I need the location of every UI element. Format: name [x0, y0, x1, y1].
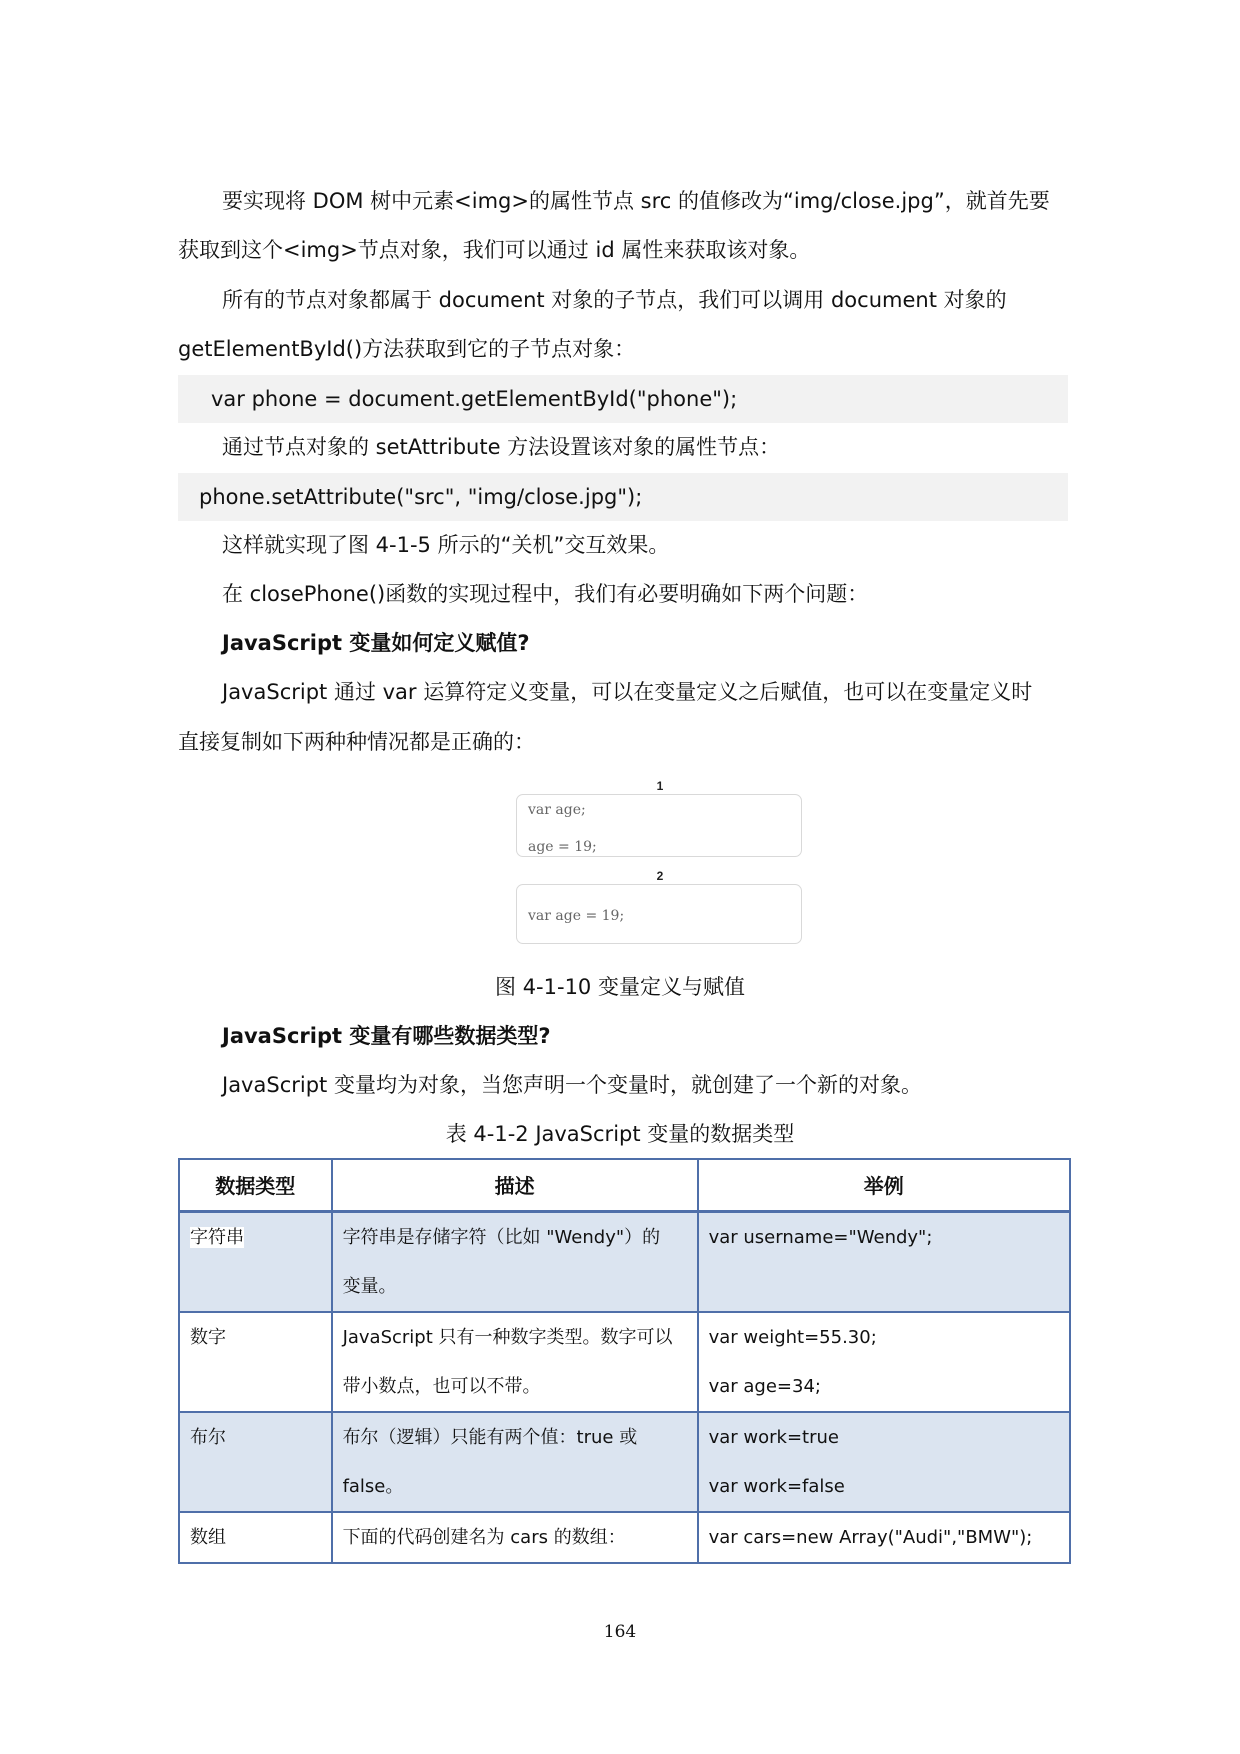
cell-example [698, 1512, 1070, 1563]
header-description: 描述 [332, 1159, 698, 1211]
paragraph-2-line-2: getElementById()方法获取到它的子节点对象： [178, 337, 636, 361]
paragraph-1-line-2: 获取到这个<img>节点对象，我们可以通过 id 属性来获取该对象。 [178, 238, 811, 262]
example-line-1: var work=true [708, 1426, 839, 1448]
description-line-1: 字符串是存储字符（比如 "Wendy"）的 [342, 1226, 661, 1248]
description-line-1: 下面的代码创建名为 cars 的数组： [342, 1526, 626, 1548]
table-row [179, 1312, 1070, 1412]
cell-type [179, 1512, 332, 1563]
data-types-table [178, 1158, 1071, 1564]
description-line-1: JavaScript 只有一种数字类型。数字可以 [342, 1326, 673, 1348]
type-label: 数组 [190, 1526, 226, 1548]
description-line-2: 带小数点，也可以不带。 [342, 1375, 541, 1397]
figure-caption: 图 4-1-10 变量定义与赋值 [495, 975, 745, 999]
cell-type [179, 1312, 332, 1412]
box-2-line-1: var age = 19; [528, 908, 625, 924]
paragraph-4: 这样就实现了图 4-1-5 所示的“关机”交互效果。 [222, 533, 670, 557]
paragraph-7: JavaScript 变量均为对象，当您声明一个变量时，就创建了一个新的对象。 [222, 1073, 922, 1097]
table-row [179, 1512, 1070, 1563]
heading-variable-definition: JavaScript 变量如何定义赋值? [222, 631, 530, 655]
cell-type [179, 1412, 332, 1512]
code-line-1: var phone = document.getElementById("phone"); [178, 375, 1068, 423]
code-line-2: phone.setAttribute("src", "img/close.jpg"); [178, 473, 1068, 521]
description-line-2: false。 [342, 1475, 404, 1497]
paragraph-2-line-1: 所有的节点对象都属于 document 对象的子节点，我们可以调用 document 对象的 [222, 288, 1007, 312]
example-line-2: var age=34; [708, 1375, 821, 1397]
cell-example [698, 1412, 1070, 1512]
description-line-1: 布尔（逻辑）只能有两个值：true 或 [342, 1426, 638, 1448]
type-label: 数字 [190, 1326, 226, 1348]
example-line-1: var weight=55.30; [708, 1326, 877, 1348]
example-line-2: var work=false [708, 1475, 845, 1497]
box-1-line-2: age = 19; [528, 839, 597, 855]
table-row [179, 1412, 1070, 1512]
table-header-row [179, 1159, 1070, 1211]
paragraph-3: 通过节点对象的 setAttribute 方法设置该对象的属性节点： [222, 435, 781, 459]
table-row [179, 1211, 1070, 1312]
cell-type [179, 1211, 332, 1312]
header-example: 举例 [698, 1159, 1070, 1211]
type-label: 字符串 [190, 1226, 244, 1248]
example-line-1: var username="Wendy"; [708, 1226, 933, 1248]
cell-description [332, 1412, 698, 1512]
cell-example [698, 1211, 1070, 1312]
cell-example [698, 1312, 1070, 1412]
table-caption: 表 4-1-2 JavaScript 变量的数据类型 [445, 1122, 795, 1146]
heading-data-types: JavaScript 变量有哪些数据类型? [222, 1024, 551, 1048]
code-example-box-1 [516, 779, 802, 857]
paragraph-6-line-1: JavaScript 通过 var 运算符定义变量，可以在变量定义之后赋值，也可以在变量定义时 [222, 680, 1033, 704]
cell-description [332, 1211, 698, 1312]
box-2-number: 2 [656, 869, 664, 883]
paragraph-5: 在 closePhone()函数的实现过程中，我们有必要明确如下两个问题： [222, 582, 869, 606]
header-data-type: 数据类型 [179, 1159, 332, 1211]
type-label: 布尔 [190, 1426, 226, 1448]
page-number: 164 [603, 1622, 637, 1642]
description-line-2: 变量。 [342, 1275, 397, 1297]
cell-description [332, 1312, 698, 1412]
paragraph-1-line-1: 要实现将 DOM 树中元素<img>的属性节点 src 的值修改为“img/close.jpg”，就首先要 [222, 189, 1050, 213]
code-example-box-2 [516, 869, 802, 944]
box-1-line-1: var age; [528, 802, 586, 818]
box-1-number: 1 [656, 779, 664, 793]
paragraph-6-line-2: 直接复制如下两种种情况都是正确的： [178, 730, 535, 754]
example-line-1: var cars=new Array("Audi","BMW"); [708, 1526, 1033, 1548]
cell-description [332, 1512, 698, 1563]
